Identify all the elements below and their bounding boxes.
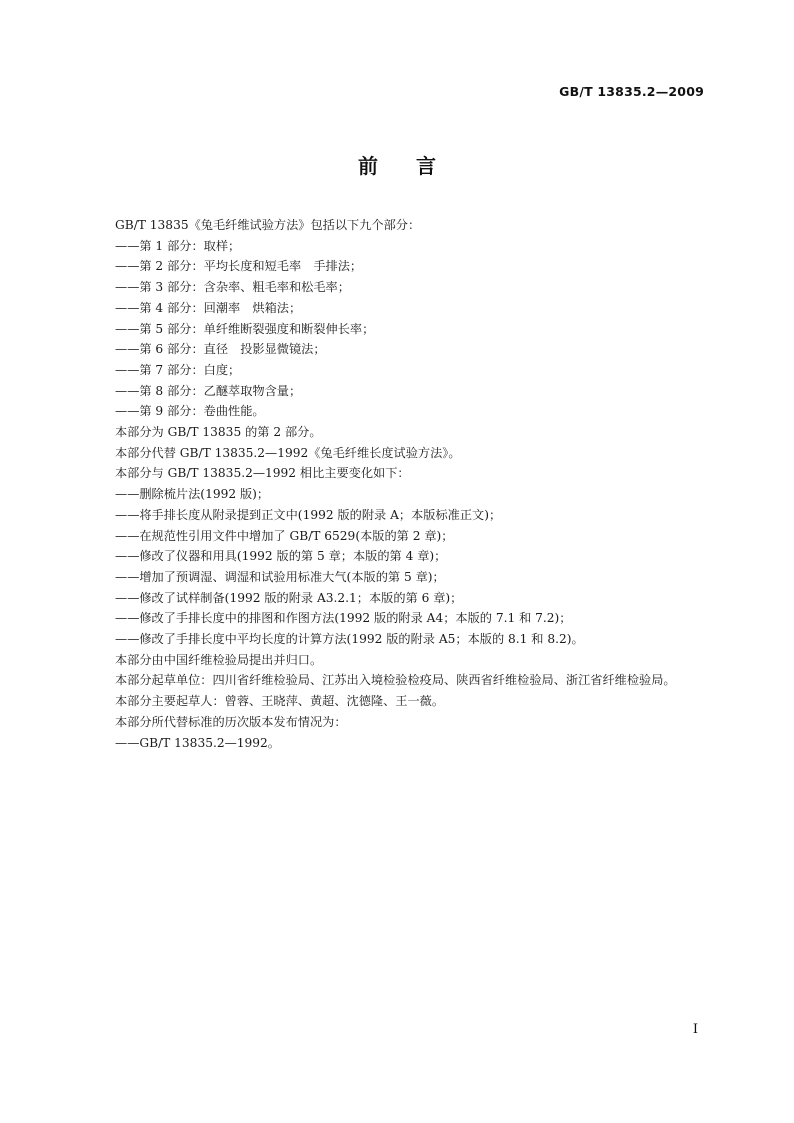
proposed-by-line: 本部分由中国纤维检验局提出并归口。 bbox=[115, 652, 323, 667]
change-item-7: ——修改了手排长度中的排图和作图方法(1992 版的附录 A4；本版的 7.1 和 7.2)； bbox=[115, 611, 572, 626]
change-item-3: ——在规范性引用文件中增加了 GB/T 6529(本版的第 2 章)； bbox=[115, 528, 454, 543]
history-intro-line: 本部分所代替标准的历次版本发布情况为： bbox=[115, 715, 347, 730]
drafting-units-paragraph: 本部分起草单位：四川省纤维检验局、江苏出入境检验检疫局、陕西省纤维检验局、浙江省纤维检验局。 bbox=[115, 673, 676, 688]
part-item-3: ——第 3 部分：含杂率、粗毛率和松毛率； bbox=[115, 280, 350, 295]
change-item-1: ——删除梳片法(1992 版)； bbox=[115, 487, 270, 502]
part-item-7: ——第 7 部分：白度； bbox=[115, 362, 241, 377]
page-title: 前言 bbox=[358, 154, 474, 178]
intro-line: GB/T 13835《兔毛纤维试验方法》包括以下九个部分： bbox=[115, 218, 421, 232]
change-item-2: ——将手排长度从附录提到正文中(1992 版的附录 A；本版标准正文)； bbox=[115, 507, 502, 522]
standard-code-header: GB/T 13835.2—2009 bbox=[559, 84, 704, 99]
part-item-5: ——第 5 部分：单纤维断裂强度和断裂伸长率； bbox=[115, 321, 375, 336]
part-item-9: ——第 9 部分：卷曲性能。 bbox=[115, 404, 265, 419]
part-item-8: ——第 8 部分：乙醚萃取物含量； bbox=[115, 383, 302, 398]
change-item-8: ——修改了手排长度中平均长度的计算方法(1992 版的附录 A5；本版的 8.1 和 8.2)。 bbox=[115, 632, 584, 647]
history-item-1: ——GB/T 13835.2—1992。 bbox=[115, 735, 280, 750]
change-item-6: ——修改了试样制备(1992 版的附录 A3.2.1；本版的第 6 章)； bbox=[115, 590, 463, 605]
part-item-6: ——第 6 部分：直径 投影显微镜法； bbox=[115, 342, 326, 357]
changes-intro-line: 本部分与 GB/T 13835.2—1992 相比主要变化如下： bbox=[115, 466, 410, 481]
preface-body bbox=[90, 215, 707, 754]
part-item-2: ——第 2 部分：平均长度和短毛率 手排法； bbox=[115, 259, 363, 274]
replaces-line: 本部分代替 GB/T 13835.2—1992《兔毛纤维长度试验方法》。 bbox=[115, 445, 461, 460]
drafters-line: 本部分主要起草人：曾蓉、王晓萍、黄超、沈德隆、王一薇。 bbox=[115, 694, 445, 709]
page-number: I bbox=[692, 1022, 698, 1037]
part-item-1: ——第 1 部分：取样； bbox=[115, 238, 241, 253]
change-item-4: ——修改了仪器和用具(1992 版的第 5 章；本版的第 4 章)； bbox=[115, 549, 447, 564]
change-item-5: ——增加了预调湿、调湿和试验用标准大气(本版的第 5 章)； bbox=[115, 569, 445, 584]
this-part-line: 本部分为 GB/T 13835 的第 2 部分。 bbox=[115, 425, 322, 440]
part-item-4: ——第 4 部分：回潮率 烘箱法； bbox=[115, 300, 302, 315]
